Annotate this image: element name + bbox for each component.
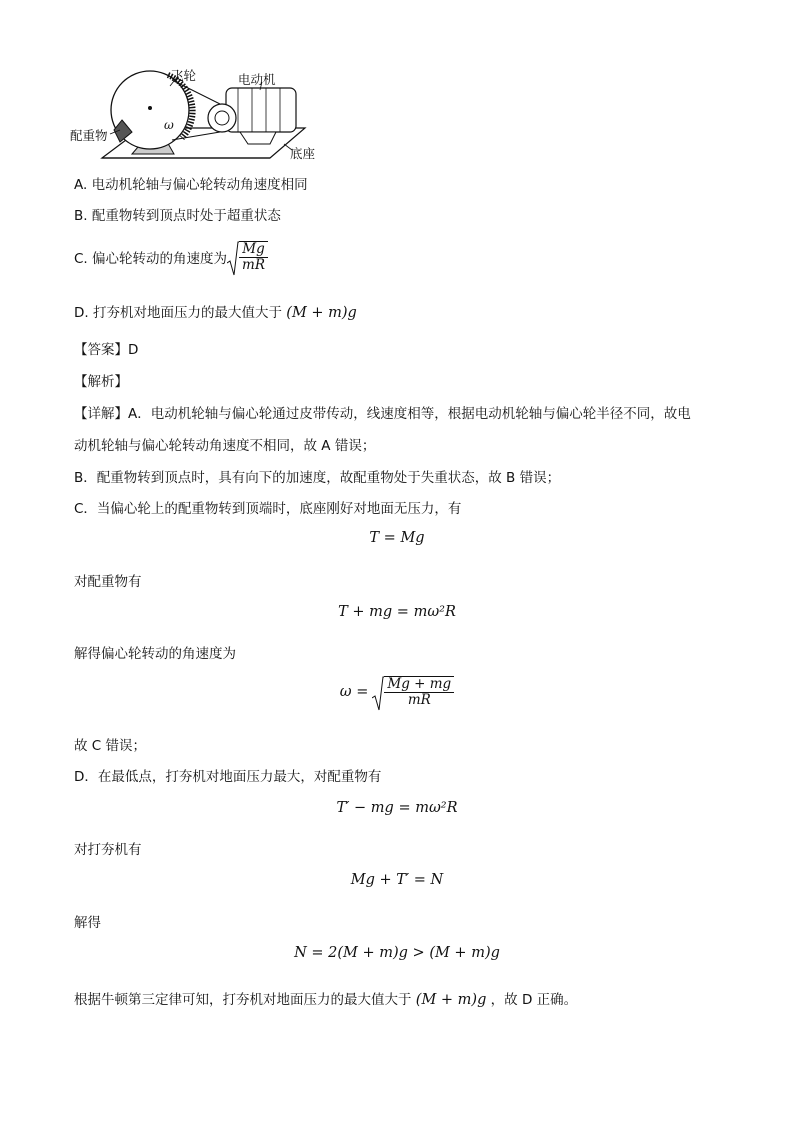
option-c-sqrt bbox=[227, 241, 268, 273]
equation-3-numerator: Mg + mg bbox=[384, 677, 454, 693]
explain-line-8: D．在最低点，打夯机对地面压力最大，对配重物有 bbox=[74, 769, 382, 785]
explain-line-3: B．配重物转到顶点时，具有向下的加速度，故配重物处于失重状态，故 B 错误； bbox=[74, 470, 561, 486]
explain-line-11-math: (M + m)g bbox=[415, 992, 487, 1008]
explain-line-11-b: ，故 D 正确。 bbox=[490, 992, 578, 1008]
explain-line-2: 动机轮轴与偏心轮转动角速度不相同，故 A 错误； bbox=[74, 438, 376, 454]
flywheel-label: 飞轮 bbox=[171, 68, 197, 83]
omega-label: ω bbox=[164, 118, 174, 132]
equation-5: Mg + T′ = N bbox=[350, 872, 444, 888]
option-b: B. 配重物转到顶点时处于超重状态 bbox=[74, 208, 281, 224]
equation-2: T + mg = mω²R bbox=[338, 604, 456, 620]
option-a: A. 电动机轮轴与偏心轮转动角速度相同 bbox=[74, 177, 308, 193]
equation-1: T = Mg bbox=[369, 530, 425, 546]
option-c-numerator: Mg bbox=[239, 242, 268, 258]
option-d-math: (M + m)g bbox=[286, 305, 357, 321]
explain-line-9: 对打夯机有 bbox=[74, 842, 142, 858]
option-c bbox=[74, 238, 268, 276]
radical-sign bbox=[372, 676, 384, 712]
option-d bbox=[74, 301, 357, 321]
tamper-diagram bbox=[70, 58, 330, 166]
equation-6: N = 2(M + m)g > (M + m)g bbox=[294, 945, 500, 961]
explain-line-1: 【详解】A．电动机轮轴与偏心轮通过皮带传动，线速度相等，根据电动机轮轴与偏心轮半径不同，故电 bbox=[74, 406, 691, 422]
equation-3-denominator: mR bbox=[407, 692, 431, 708]
option-c-text: C. 偏心轮转动的角速度为 bbox=[74, 251, 228, 267]
equation-3-lhs: ω = bbox=[339, 684, 369, 700]
explain-line-10: 解得 bbox=[74, 915, 101, 931]
equation-4: T′ − mg = mω²R bbox=[336, 800, 458, 816]
explain-line-5: 对配重物有 bbox=[74, 574, 142, 590]
motor-label: 电动机 bbox=[238, 72, 276, 87]
explain-line-4: C．当偏心轮上的配重物转到顶端时，底座刚好对地面无压力，有 bbox=[74, 501, 462, 517]
analysis-title: 【解析】 bbox=[74, 374, 128, 390]
explain-line-11-a: 根据牛顿第三定律可知，打夯机对地面压力的最大值大于 bbox=[74, 992, 412, 1008]
explain-line-7: 故 C 错误； bbox=[74, 738, 147, 754]
option-d-text: D. 打夯机对地面压力的最大值大于 bbox=[74, 305, 282, 321]
equation-3-sqrt bbox=[372, 676, 454, 708]
radical-sign bbox=[227, 241, 239, 277]
counterweight-label: 配重物 bbox=[70, 128, 108, 143]
equation-3 bbox=[0, 676, 794, 708]
explain-line-6: 解得偏心轮转动的角速度为 bbox=[74, 646, 236, 662]
explain-line-11 bbox=[74, 988, 577, 1008]
answer: 【答案】D bbox=[74, 342, 139, 358]
base-label: 底座 bbox=[290, 146, 316, 161]
option-c-denominator: mR bbox=[242, 257, 265, 273]
